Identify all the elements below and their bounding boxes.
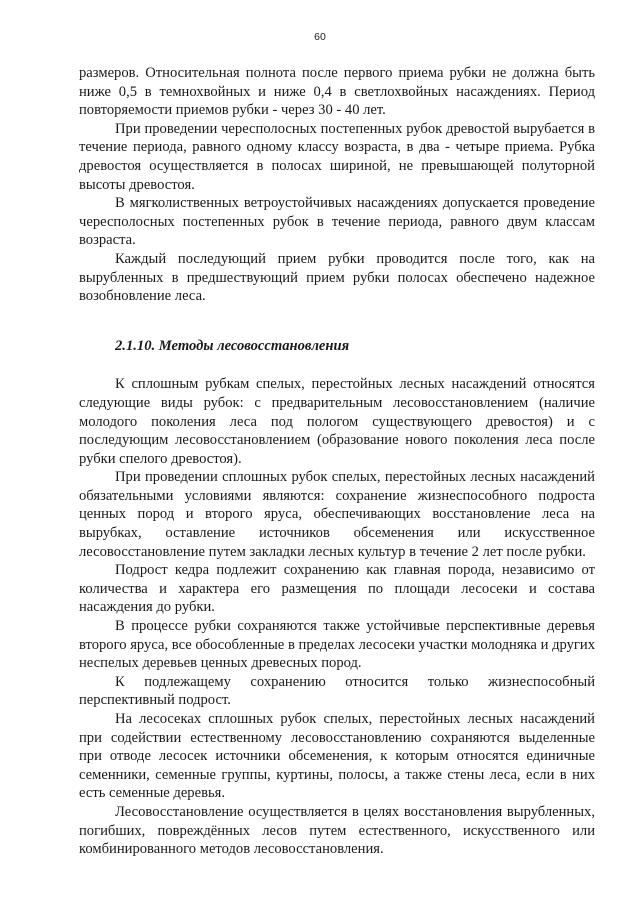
paragraph: К сплошным рубкам спелых, перестойных лесных насаждений относятся следующие виды рубок: с предварительным лесовосстановлением (наличие молодого поколения леса под пологом существующего древостоя) и с последующим лесовосстановлением (образование нового поколения леса после рубки спелого древостоя). [79, 376, 595, 467]
page-body [79, 64, 595, 859]
paragraph: К подлежащему сохранению относится только жизнеспособный перспективный подрост. [79, 673, 595, 709]
paragraph: При проведении чересполосных постепенных рубок древостой вырубается в течение периода, равного одному классу возраста, в два - четыре приема. Рубка древостоя осуществляется в полосах шириной, не превышающей полуторной высоты древостоя. [79, 120, 595, 193]
paragraph: В мягколиственных ветроустойчивых насаждениях допускается проведение чересполосных постепенных рубок в течение периода, равного двум классам возраста. [79, 195, 595, 249]
paragraph: При проведении сплошных рубок спелых, перестойных лесных насаждений обязательными условиями являются: сохранение жизнеспособного подроста ценных пород и второго яруса, обеспечивающих восстановление леса на вырубках, оставление источников обсеменения или искусственное лесовосстановление путем закладки лесных культур в течение 2 лет после рубки. [79, 469, 595, 560]
page-number: 60 [314, 31, 326, 43]
paragraph: Лесовосстановление осуществляется в целях восстановления вырубленных, погибших, повреждённых лесов путем естественного, искусственного или комбинированного методов лесовосстановления. [79, 803, 595, 858]
paragraph: Каждый последующий прием рубки проводится после того, как на вырубленных в предшествующий прием рубки полосах обеспечено надежное возобновление леса. [79, 250, 595, 305]
paragraph: Подрост кедра подлежит сохранению как главная порода, независимо от количества и характера его размещения по площади лесосеки и состава насаждения до рубки. [79, 562, 595, 616]
paragraph: размеров. Относительная полнота после первого приема рубки не должна быть ниже 0,5 в темнохвойных и ниже 0,4 в светлохвойных насаждениях. Период повторяемости приемов рубки - через 30 - 40 лет. [79, 65, 595, 119]
section-heading: 2.1.10. Методы лесовосстановления [115, 337, 350, 354]
paragraph: В процессе рубки сохраняются также устойчивые перспективные деревья второго яруса, все обособленные в пределах лесосеки участки молодняка и других неспелых деревьев ценных древесных пород. [79, 618, 595, 672]
paragraph: На лесосеках сплошных рубок спелых, перестойных лесных насаждений при содействии естественному лесовосстановлению сохраняются выделенные при отводе лесосек источники обсеменения, к которым относятся единичные семенники, семенные группы, куртины, полосы, а также стены леса, если в них есть семенные деревья. [79, 711, 595, 802]
